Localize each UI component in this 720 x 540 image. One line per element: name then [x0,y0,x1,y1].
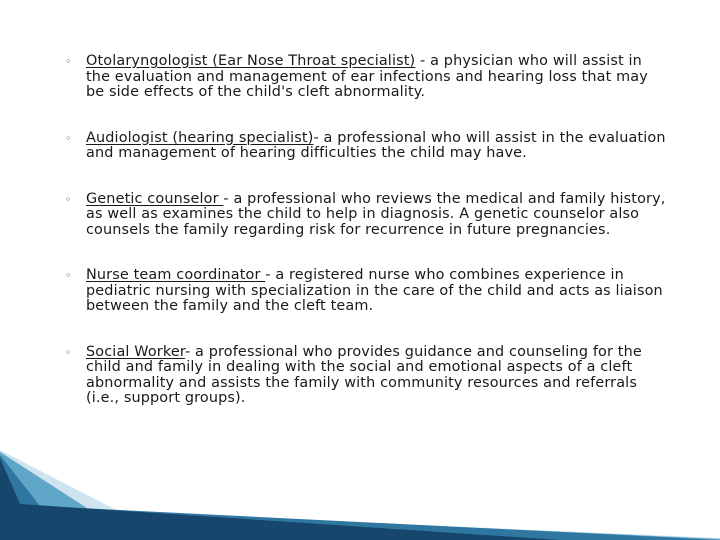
bullet-icon: ◦ [65,192,72,206]
list-item [60,345,670,407]
item-description: - a professional who will assist in the evaluation and management of hearing difficulties the child may have. [86,129,666,161]
item-description: - a professional who provides guidance and counseling for the child and family in dealing with the social and emotional aspects of a cleft abnormality and assists the family with community resources and referrals (i.e., support groups). [86,343,642,406]
item-term: Nurse team coordinator [86,267,266,283]
bullet-icon: ◦ [65,55,72,68]
item-description: - a professional who reviews the medical and family history, as well as examines the child to help in diagnosis. A genetic counselor also counsels the family regarding risk for recurrence in future pregnancies. [86,190,666,238]
bullet-icon: ◦ [65,345,72,359]
bullet-icon: ◦ [65,269,72,282]
list-item [60,54,670,101]
item-description: - a physician who will assist in the evaluation and management of ear infections and hearing loss that may be side effects of the child's cleft abnormality. [86,53,648,100]
list-item [60,192,670,239]
item-term: Audiologist (hearing specialist) [86,129,314,146]
item-term: Social Worker [86,343,185,360]
bullet-list [60,54,670,407]
decorative-swoosh [0,450,720,540]
item-description: - a registered nurse who combines experience in pediatric nursing with specialization in the care of the child and acts as liaison between the family and the cleft team. [86,267,663,314]
list-item [60,268,670,315]
bullet-icon: ◦ [65,131,72,145]
item-term: Otolaryngologist (Ear Nose Throat specialist) [86,53,416,69]
list-item [60,131,670,162]
item-term: Genetic counselor [86,190,224,207]
